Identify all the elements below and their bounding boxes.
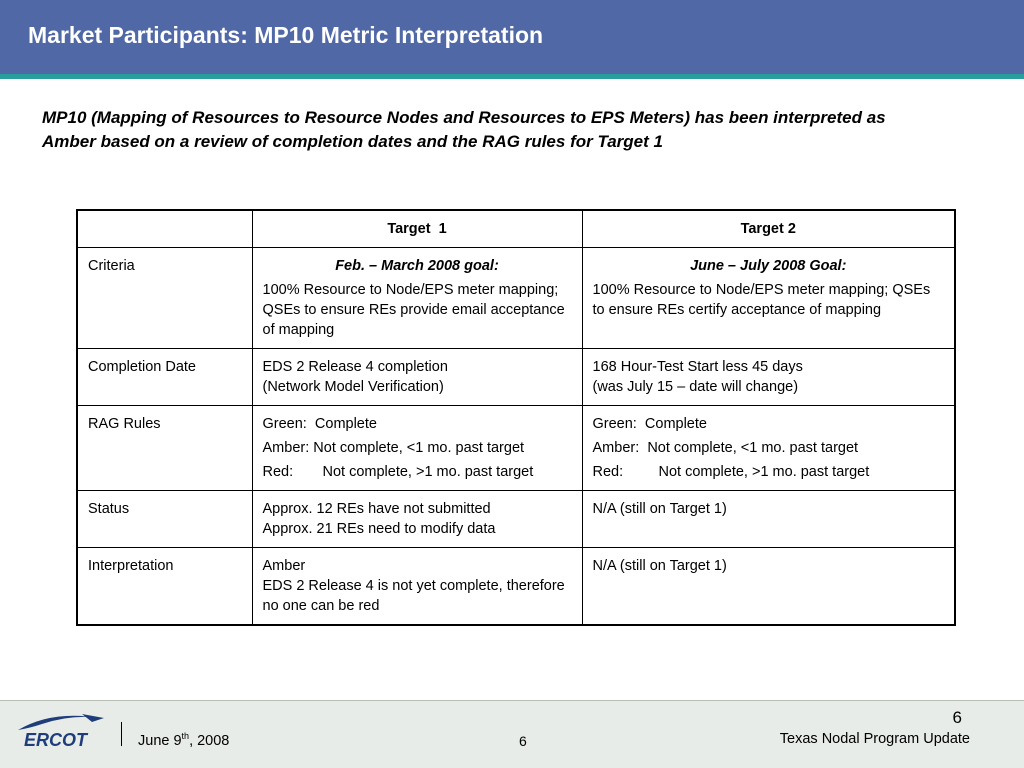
- cell-rag-target-2: [582, 406, 955, 491]
- row-label-interpretation: Interpretation: [77, 548, 252, 626]
- cell-rag-target-1: [252, 406, 582, 491]
- rag-t2-green: [593, 414, 945, 434]
- cell-criteria-target-2: [582, 248, 955, 349]
- rag-t2-green-key: Green:: [592, 416, 637, 432]
- page-number-top: 6: [952, 708, 962, 727]
- cell-interpretation-target-2: N/A (still on Target 1): [582, 548, 955, 626]
- intro-text: MP10 (Mapping of Resources to Resource Nodes and Resources to EPS Meters) has been interpreted as Amber based on a review of completion dates and the RAG rules for Target 1: [42, 108, 886, 151]
- logo-arrow-tip: [82, 714, 104, 722]
- cell-completion-target-2: [582, 349, 955, 406]
- interpretation-t1-line-2: EDS 2 Release 4 is not yet complete, therefore no one can be red: [262, 578, 565, 614]
- header-empty: [77, 210, 252, 248]
- footer-date-suffix: , 2008: [189, 732, 230, 749]
- table-header-row: [77, 210, 955, 248]
- logo-text: ERCOT: [24, 730, 87, 750]
- row-label-rag-rules: RAG Rules: [77, 406, 252, 491]
- cell-status-target-2: N/A (still on Target 1): [582, 491, 955, 548]
- row-label-status: Status: [77, 491, 252, 548]
- table-row-completion-date: [77, 349, 955, 406]
- slide-title: Market Participants: MP10 Metric Interpretation: [28, 22, 544, 48]
- header-target-1: Target 1: [252, 210, 582, 248]
- row-label-completion-date: Completion Date: [77, 349, 252, 406]
- rag-t1-red-val: Not complete, >1 mo. past target: [322, 464, 534, 480]
- rag-t2-red: [593, 462, 945, 482]
- completion-t2-line-2: (was July 15 – date will change): [592, 379, 799, 395]
- rag-t2-amber-val: Not complete, <1 mo. past target: [647, 440, 859, 456]
- rag-t2-amber-key: Amber:: [592, 440, 640, 456]
- cell-criteria-target-1: [252, 248, 582, 349]
- rag-t1-amber-key: Amber:: [262, 440, 310, 456]
- title-accent-stripe: [0, 74, 1024, 79]
- cell-completion-target-1: [252, 349, 582, 406]
- completion-t1-line-2: (Network Model Verification): [262, 379, 444, 395]
- footer-program-name: Texas Nodal Program Update: [779, 731, 970, 747]
- rag-t2-amber: [593, 438, 945, 458]
- rag-t1-red: [263, 462, 572, 482]
- rag-t1-amber-val: Not complete, <1 mo. past target: [313, 440, 525, 456]
- page-number-center: 6: [519, 733, 527, 749]
- ercot-logo: [12, 708, 112, 756]
- completion-t2-line-1: 168 Hour-Test Start less 45 days: [592, 359, 803, 375]
- rag-t2-green-val: Complete: [644, 416, 707, 432]
- footer-divider: [0, 700, 1024, 701]
- header-target-2: Target 2: [582, 210, 955, 248]
- table-row-criteria: [77, 248, 955, 349]
- status-t1-line-2: Approx. 21 REs need to modify data: [262, 521, 496, 537]
- rag-t2-red-key: Red:: [592, 464, 624, 480]
- rag-t1-green-key: Green:: [262, 416, 307, 432]
- rag-t1-green-val: Complete: [314, 416, 377, 432]
- table-row-interpretation: [77, 548, 955, 626]
- criteria-t2-goal: June – July 2008 Goal:: [690, 258, 847, 274]
- cell-status-target-1: [252, 491, 582, 548]
- metric-table: [76, 209, 956, 626]
- criteria-t2-text: 100% Resource to Node/EPS meter mapping; QSEs to ensure REs certify acceptance of mapping: [592, 282, 931, 318]
- rag-t1-amber: [263, 438, 572, 458]
- criteria-t1-goal: Feb. – March 2008 goal:: [335, 258, 499, 274]
- row-label-criteria: Criteria: [77, 248, 252, 349]
- completion-t1-line-1: EDS 2 Release 4 completion: [262, 359, 448, 375]
- cell-interpretation-target-1: [252, 548, 582, 626]
- table-row-rag-rules: [77, 406, 955, 491]
- interpretation-t1-line-1: Amber: [262, 558, 306, 574]
- rag-t1-red-key: Red:: [262, 464, 294, 480]
- rag-t2-red-val: Not complete, >1 mo. past target: [658, 464, 870, 480]
- footer-date: [138, 731, 229, 749]
- footer-date-sup: th: [181, 731, 190, 741]
- status-t1-line-1: Approx. 12 REs have not submitted: [262, 501, 491, 517]
- rag-t1-green: [263, 414, 572, 434]
- criteria-t1-text: 100% Resource to Node/EPS meter mapping; QSEs to ensure REs provide email acceptance of mapping: [262, 282, 565, 338]
- footer-date-prefix: June 9: [138, 732, 182, 749]
- footer-separator: [121, 722, 122, 746]
- table-row-status: [77, 491, 955, 548]
